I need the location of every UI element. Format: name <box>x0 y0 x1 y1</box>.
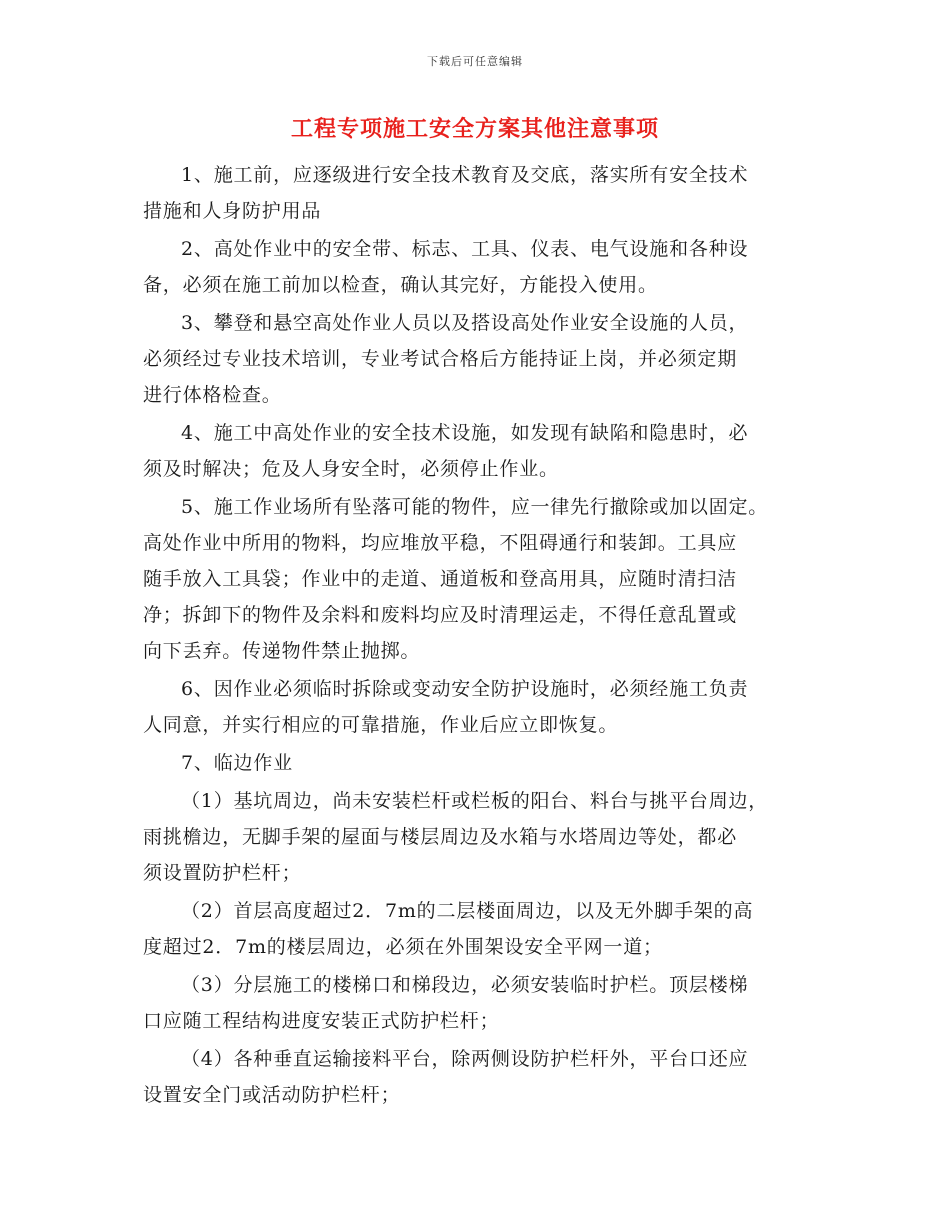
paragraph <box>143 783 833 891</box>
text-line: 2、高处作业中的安全带、标志、工具、仪表、电气设施和各种设 <box>181 238 749 260</box>
text-line: 须及时解决；危及人身安全时，必须停止作业。 <box>143 458 559 480</box>
paragraph <box>143 231 833 303</box>
text-line: 雨挑檐边，无脚手架的屋面与楼层周边及水箱与水塔周边等处，都必 <box>143 826 738 848</box>
paragraph <box>143 1041 833 1113</box>
paragraph <box>143 967 833 1039</box>
paragraph <box>143 893 833 965</box>
text-line: （2）首层高度超过2．7m的二层楼面周边，以及无外脚手架的高 <box>181 900 754 922</box>
text-line: 措施和人身防护用品 <box>143 200 322 222</box>
paragraph <box>143 489 833 669</box>
text-line: 1、施工前，应逐级进行安全技术教育及交底，落实所有安全技术 <box>181 164 749 186</box>
document-title: 工程专项施工安全方案其他注意事项 <box>290 117 659 142</box>
document-body <box>143 157 833 1115</box>
text-line: （3）分层施工的楼梯口和梯段边，必须安装临时护栏。顶层楼梯 <box>181 974 749 996</box>
paragraph <box>143 671 833 743</box>
text-line: 净；拆卸下的物件及余料和废料均应及时清理运走，不得任意乱置或 <box>143 604 738 626</box>
text-line: 度超过2．7m的楼层周边，必须在外围架设安全平网一道； <box>143 936 663 958</box>
paragraph <box>143 415 833 487</box>
text-line: 向下丢弃。传递物件禁止抛掷。 <box>143 640 421 662</box>
text-line: 人同意，并实行相应的可靠措施，作业后应立即恢复。 <box>143 714 619 736</box>
paragraph <box>143 157 833 229</box>
text-line: 随手放入工具袋；作业中的走道、通道板和登高用具，应随时清扫洁 <box>143 568 738 590</box>
text-line: 必须经过专业技术培训，专业考试合格后方能持证上岗，并必须定期 <box>143 348 738 370</box>
paragraph <box>143 305 833 413</box>
text-line: （4）各种垂直运输接料平台，除两侧设防护栏杆外，平台口还应 <box>181 1048 749 1070</box>
header-note: 下载后可任意编辑 <box>427 55 523 68</box>
text-line: 须设置防护栏杆； <box>143 862 302 884</box>
text-line: 设置安全门或活动防护栏杆； <box>143 1084 401 1106</box>
text-line: 3、攀登和悬空高处作业人员以及搭设高处作业安全设施的人员， <box>181 312 749 334</box>
text-line: 高处作业中所用的物料，均应堆放平稳，不阻碍通行和装卸。工具应 <box>143 532 738 554</box>
text-line: 备，必须在施工前加以检查，确认其完好，方能投入使用。 <box>143 274 658 296</box>
text-line: 4、施工中高处作业的安全技术设施，如发现有缺陷和隐患时，必 <box>181 422 749 444</box>
text-line: 6、因作业必须临时拆除或变动安全防护设施时，必须经施工负责 <box>181 678 749 700</box>
text-line: 5、施工作业场所有坠落可能的物件，应一律先行撤除或加以固定。 <box>181 496 769 518</box>
text-line: （1）基坑周边，尚未安装栏杆或栏板的阳台、料台与挑平台周边， <box>181 790 769 812</box>
text-line: 口应随工程结构进度安装正式防护栏杆； <box>143 1010 500 1032</box>
paragraph <box>143 745 833 781</box>
text-line: 7、临边作业 <box>181 752 293 774</box>
text-line: 进行体格检查。 <box>143 384 282 406</box>
